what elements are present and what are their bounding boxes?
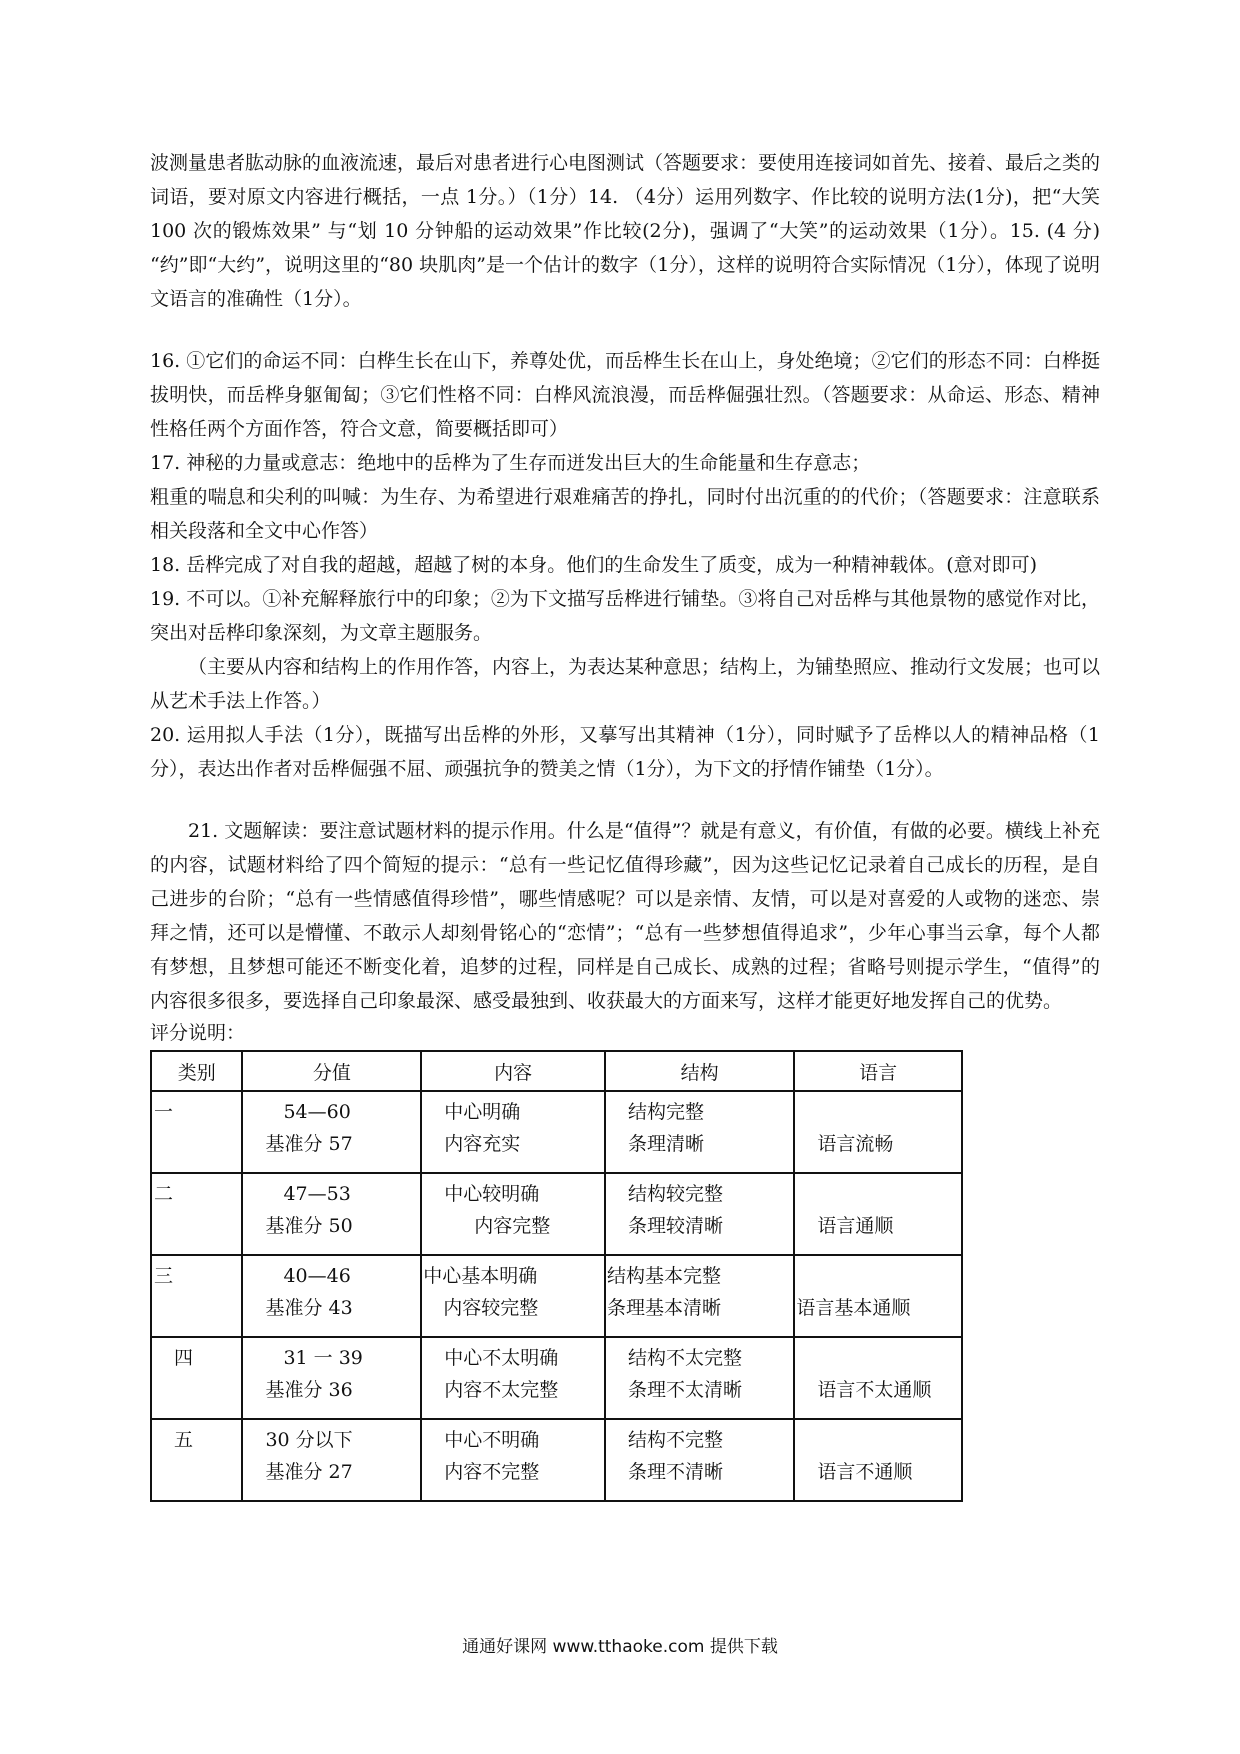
cell-language: 语言基本通顺 bbox=[794, 1255, 962, 1337]
scoring-table bbox=[150, 1050, 963, 1502]
cell-structure: 结构基本完整 条理基本清晰 bbox=[605, 1255, 794, 1337]
answer-19: 19. 不可以。①补充解释旅行中的印象；②为下文描写岳桦进行铺垫。③将自己对岳桦与其他景物的感觉作对比，突出对岳桦印象深刻，为文章主题服务。 bbox=[150, 588, 1100, 644]
header-score: 分值 bbox=[242, 1051, 421, 1091]
header-language: 语言 bbox=[794, 1051, 962, 1091]
cell-language: 语言流畅 bbox=[794, 1091, 962, 1173]
answer-17-continued: 粗重的喘息和尖利的叫喊：为生存、为希望进行艰难痛苦的挣扎，同时付出沉重的的代价；（答题要求：注意联系相关段落和全文中心作答） bbox=[150, 486, 1100, 542]
page-footer: 通通好课网 www.tthaoke.com 提供下载 bbox=[462, 1637, 778, 1657]
cell-score: 47—53 基准分 50 bbox=[242, 1173, 421, 1255]
cell-language: 语言通顺 bbox=[794, 1173, 962, 1255]
answer-19-note: （主要从内容和结构上的作用作答，内容上，为表达某种意思；结构上，为铺垫照应、推动行文发展；也可以从艺术手法上作答。） bbox=[150, 656, 1101, 712]
cell-type: 四 bbox=[151, 1337, 242, 1419]
cell-type: 二 bbox=[151, 1173, 242, 1255]
cell-content: 中心不太明确 内容不太完整 bbox=[421, 1337, 605, 1419]
cell-content: 中心基本明确 内容较完整 bbox=[421, 1255, 605, 1337]
cell-language: 语言不通顺 bbox=[794, 1419, 962, 1501]
table-row bbox=[151, 1419, 962, 1501]
cell-score: 40—46 基准分 43 bbox=[242, 1255, 421, 1337]
document-page bbox=[150, 146, 1100, 1502]
header-structure: 结构 bbox=[605, 1051, 794, 1091]
answer-20: 20. 运用拟人手法（1分），既描写出岳桦的外形，又摹写出其精神（1分），同时赋予了岳桦以人的精神品格（1分），表达出作者对岳桦倔强不屈、顽强抗争的赞美之情（1分），为下文的抒情作铺垫（1分）。 bbox=[150, 724, 1100, 780]
cell-content: 中心明确 内容充实 bbox=[421, 1091, 605, 1173]
answer-17: 17. 神秘的力量或意志：绝地中的岳桦为了生存而迸发出巨大的生命能量和生存意志； bbox=[150, 452, 871, 474]
header-content: 内容 bbox=[421, 1051, 605, 1091]
header-type: 类别 bbox=[151, 1051, 242, 1091]
answer-paragraph-13-15: 波测量患者肱动脉的血液流速，最后对患者进行心电图测试（答题要求：要使用连接词如首先、接着、最后之类的词语，要对原文内容进行概括，一点 1分。）（1分）14. （4分）运用列数字、作比较的说明方法(1分)，把“大笑 100 次的锻炼效果” 与“划 10 分钟船的运动效果”作比较(2分)，强调了“大笑”的运动效果（1分）。15. (4 分) “约”即“大约”，说明这里的“80 块肌肉”是一个估计的数字（1分），这样的说明符合实际情况（1分），体现了说明文语言的准确性（1分）。 bbox=[150, 152, 1101, 310]
table-row bbox=[151, 1255, 962, 1337]
cell-score: 31 一 39 基准分 36 bbox=[242, 1337, 421, 1419]
answer-16: 16. ①它们的命运不同：白桦生长在山下，养尊处优，而岳桦生长在山上，身处绝境；②它们的形态不同：白桦挺拔明快，而岳桦身躯匍匐；③它们性格不同：白桦风流浪漫，而岳桦倔强壮烈。（答题要求：从命运、形态、精神性格任两个方面作答，符合文意，简要概括即可） bbox=[150, 350, 1100, 440]
cell-score: 54—60 基准分 57 bbox=[242, 1091, 421, 1173]
cell-type: 三 bbox=[151, 1255, 242, 1337]
cell-structure: 结构不完整 条理不清晰 bbox=[605, 1419, 794, 1501]
cell-language: 语言不太通顺 bbox=[794, 1337, 962, 1419]
table-header-row bbox=[151, 1051, 962, 1091]
cell-type: 一 bbox=[151, 1091, 242, 1173]
cell-structure: 结构不太完整 条理不太清晰 bbox=[605, 1337, 794, 1419]
cell-score: 30 分以下 基准分 27 bbox=[242, 1419, 421, 1501]
cell-structure: 结构完整 条理清晰 bbox=[605, 1091, 794, 1173]
cell-content: 中心不明确 内容不完整 bbox=[421, 1419, 605, 1501]
scoring-label: 评分说明： bbox=[150, 1022, 246, 1044]
cell-structure: 结构较完整 条理较清晰 bbox=[605, 1173, 794, 1255]
table-row bbox=[151, 1091, 962, 1173]
answer-18: 18. 岳桦完成了对自我的超越，超越了树的本身。他们的生命发生了质变，成为一种精神载体。(意对即可) bbox=[150, 554, 1038, 576]
spacer bbox=[150, 786, 1100, 814]
cell-content: 中心较明确 内容完整 bbox=[421, 1173, 605, 1255]
cell-type: 五 bbox=[151, 1419, 242, 1501]
table-row bbox=[151, 1337, 962, 1419]
table-row bbox=[151, 1173, 962, 1255]
spacer bbox=[150, 316, 1100, 344]
answer-21: 21. 文题解读：要注意试题材料的提示作用。什么是“值得”？就是有意义，有价值，有做的必要。横线上补充的内容，试题材料给了四个简短的提示：“总有一些记忆值得珍藏”，因为这些记忆记录着自己成长的历程，是自己进步的台阶；“总有一些情感值得珍惜”，哪些情感呢？可以是亲情、友情，可以是对喜爱的人或物的迷恋、崇拜之情，还可以是懵懂、不敢示人却刻骨铭心的“恋情”；“总有一些梦想值得追求”，少年心事当云拿，每个人都有梦想，且梦想可能还不断变化着，追梦的过程，同样是自己成长、成熟的过程；省略号则提示学生，“值得”的内容很多很多，要选择自己印象最深、感受最独到、收获最大的方面来写，这样才能更好地发挥自己的优势。 bbox=[150, 820, 1100, 1012]
